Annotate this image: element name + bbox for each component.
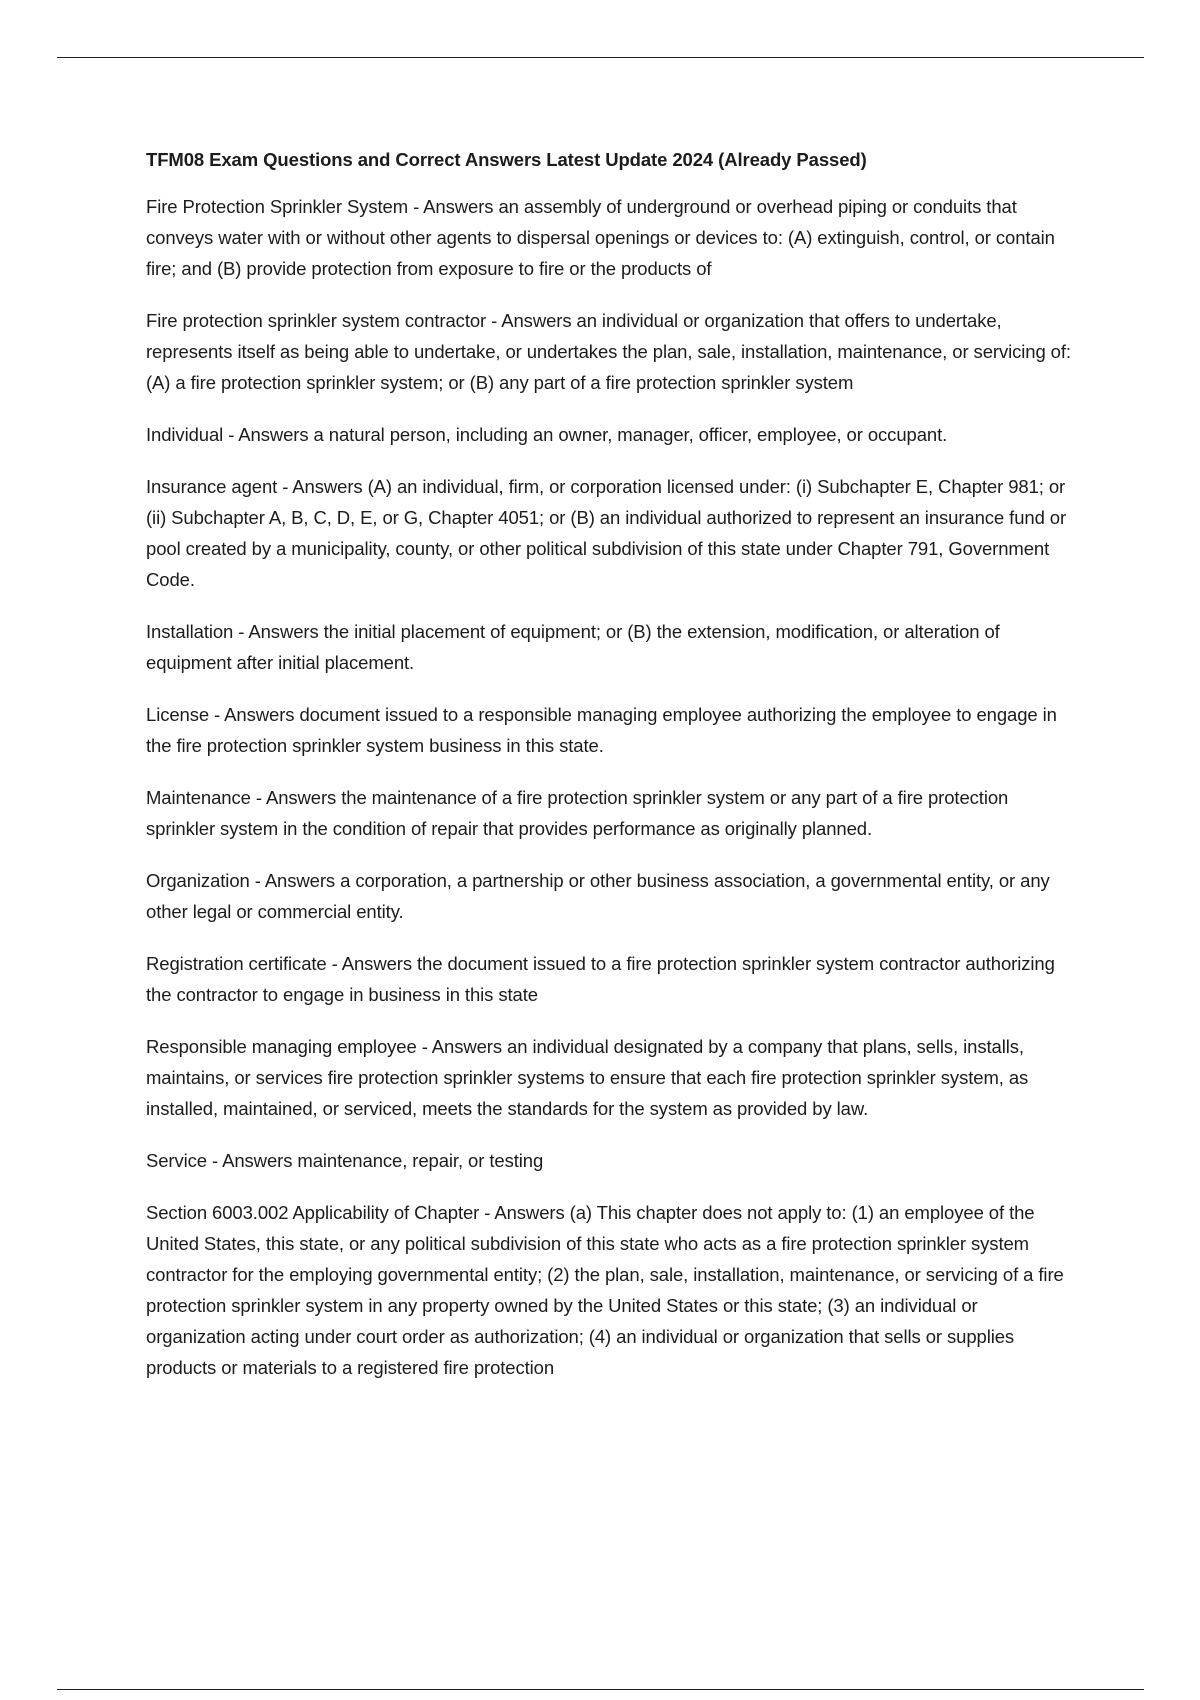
entry-service: Service - Answers maintenance, repair, or testing: [146, 1150, 544, 1171]
entry-individual: Individual - Answers a natural person, including an owner, manager, officer, employee, or occupant.: [146, 424, 948, 445]
entry-registration-certificate: Registration certificate - Answers the document issued to a fire protection sprinkler system contractor authorizing the contractor to engage in business in this state: [146, 953, 1055, 1005]
entry-insurance-agent: Insurance agent - Answers (A) an individual, firm, or corporation licensed under: (i) Subchapter E, Chapter 981; or (ii) Subchapter A, B, C, D, E, or G, Chapter 4051; or (B) an individual authorized to represent an insurance fund or pool created by a municipality, county, or other political subdivision of this state under Chapter 791, Government Code.: [146, 476, 1067, 590]
entry-responsible-managing-employee: Responsible managing employee - Answers an individual designated by a company that plans, sells, installs, maintains, or services fire protection sprinkler systems to ensure that each fire protection sprinkler system, as installed, maintained, or serviced, meets the standards for the system as provided by law.: [146, 1036, 1029, 1119]
entry-license: License - Answers document issued to a responsible managing employee authorizing the employee to engage in the fire protection sprinkler system business in this state.: [146, 704, 1057, 756]
top-divider: [57, 57, 1144, 58]
entry-sprinkler-system-contractor: Fire protection sprinkler system contractor - Answers an individual or organization that offers to undertake, represents itself as being able to undertake, or undertakes the plan, sale, installation, maintenance, or servicing of: (A) a fire protection sprinkler system; or (B) any part of a fire protection sprinkler system: [146, 310, 1071, 393]
entry-organization: Organization - Answers a corporation, a partnership or other business association, a governmental entity, or any other legal or commercial entity.: [146, 870, 1050, 922]
bottom-divider: [57, 1689, 1144, 1690]
entry-maintenance: Maintenance - Answers the maintenance of a fire protection sprinkler system or any part of a fire protection sprinkler system in the condition of repair that provides performance as originally planned.: [146, 787, 1009, 839]
entry-fire-protection-sprinkler-system: Fire Protection Sprinkler System - Answers an assembly of underground or overhead piping or conduits that conveys water with or without other agents to dispersal openings or devices to: (A) extinguish, control, or contain fire; and (B) provide protection from exposure to fire or the products of: [146, 196, 1055, 279]
document-body: [146, 144, 1081, 1404]
document-title: TFM08 Exam Questions and Correct Answers Latest Update 2024 (Already Passed): [146, 149, 867, 170]
entry-section-6003-002: Section 6003.002 Applicability of Chapter - Answers (a) This chapter does not apply to: (1) an employee of the United States, this state, or any political subdivision of this state who acts as a fire protection sprinkler system contractor for the employing governmental entity; (2) the plan, sale, installation, maintenance, or servicing of a fire protection sprinkler system in any property owned by the United States or this state; (3) an individual or organization acting under court order as authorization; (4) an individual or organization that sells or supplies products or materials to a registered fire protection: [146, 1202, 1064, 1378]
entry-installation: Installation - Answers the initial placement of equipment; or (B) the extension, modification, or alteration of equipment after initial placement.: [146, 621, 1000, 673]
